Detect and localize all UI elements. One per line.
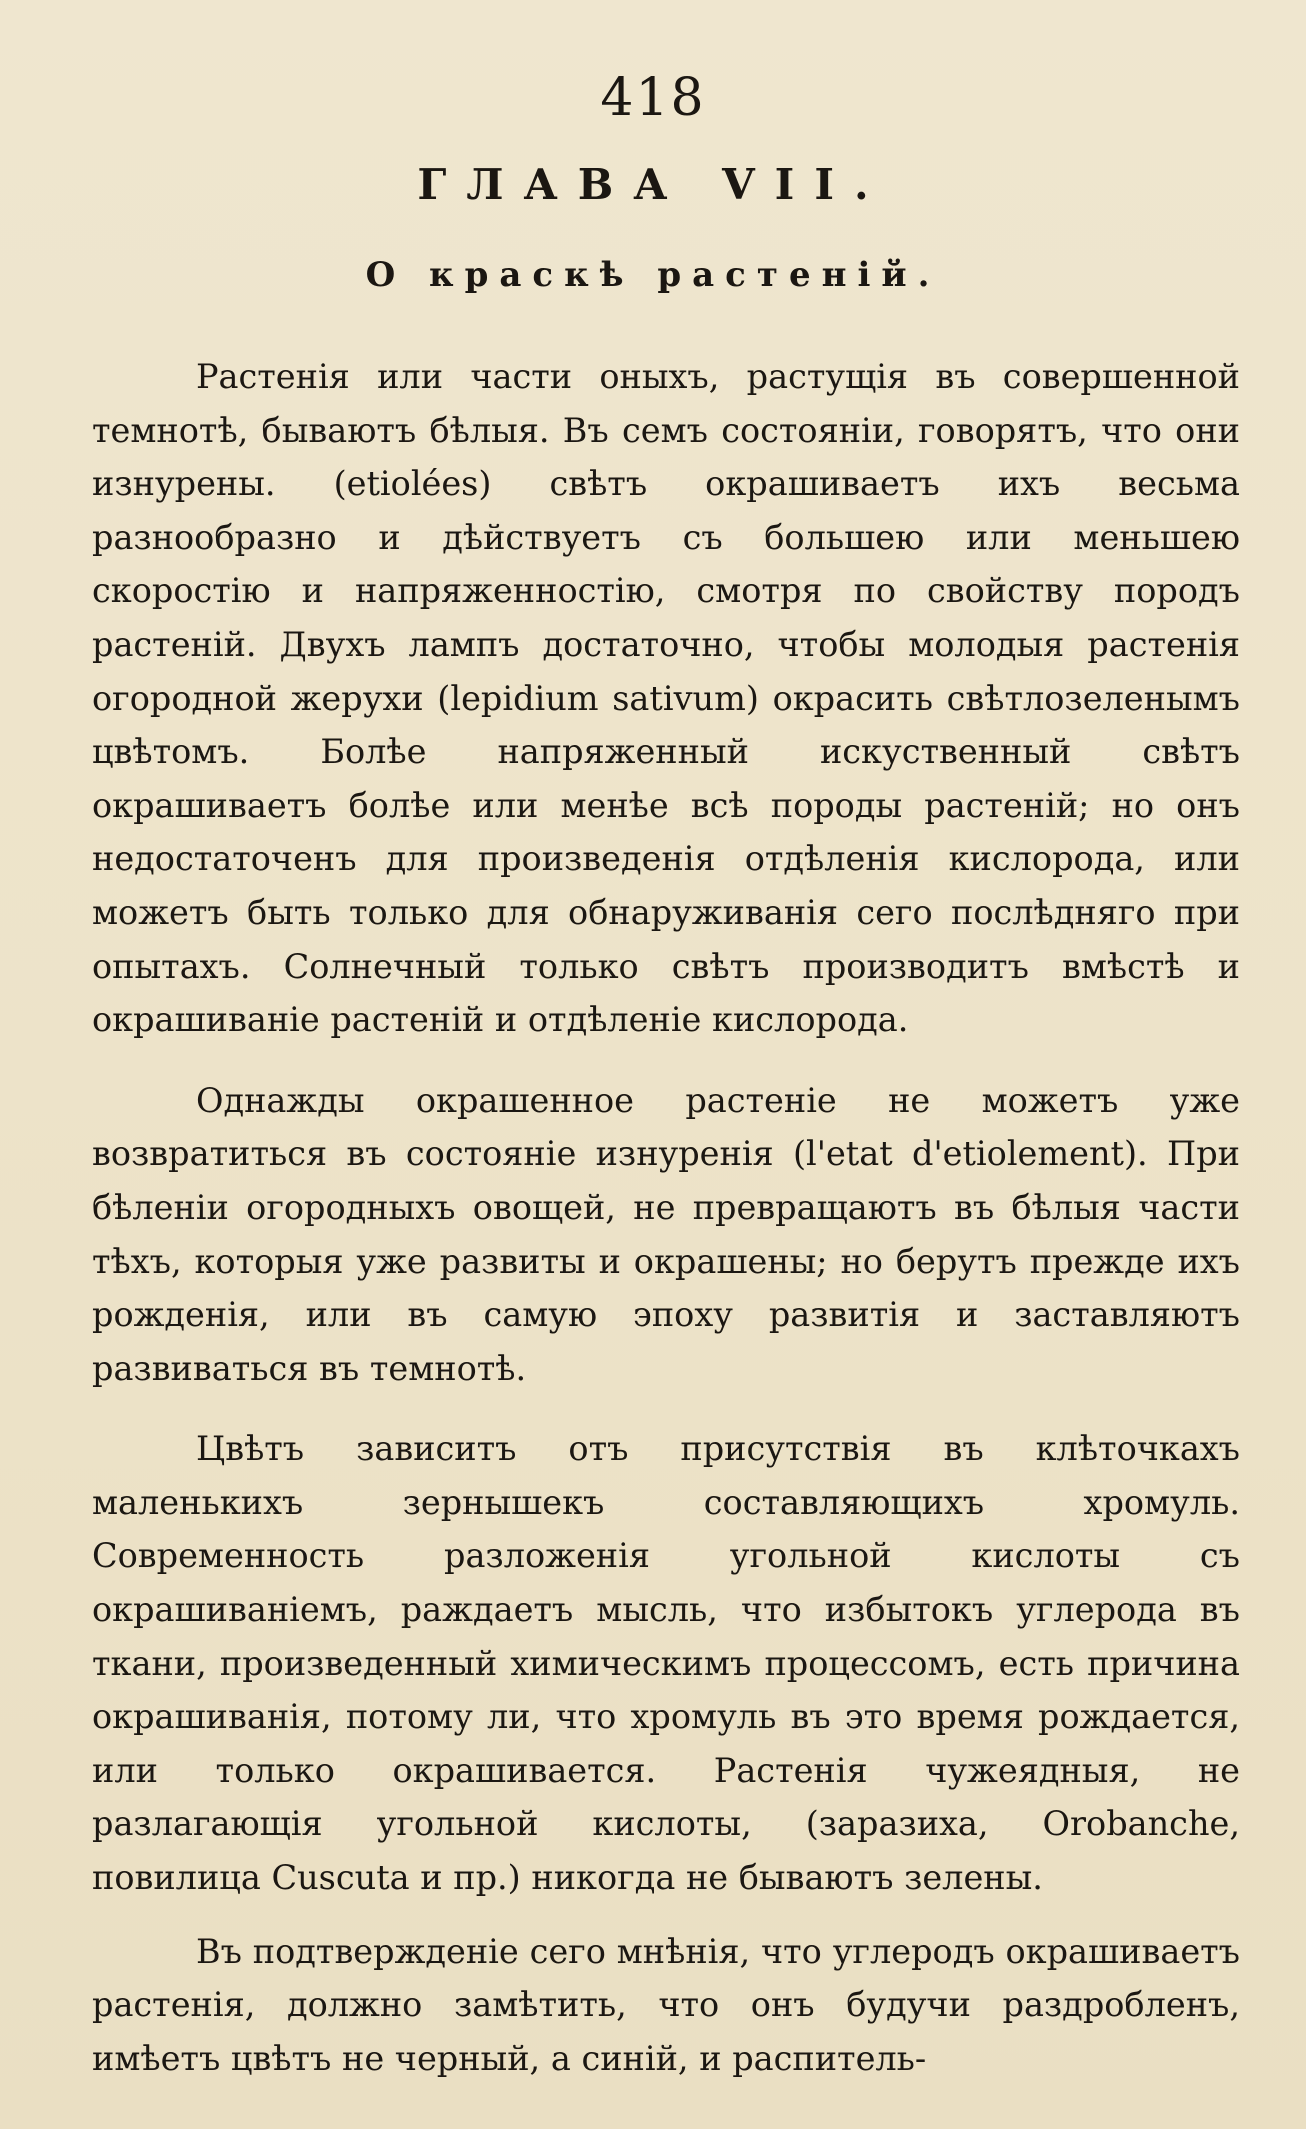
page-number: 418 [600, 68, 706, 128]
section-title: О краскѣ растеній. [365, 255, 941, 295]
paragraph-2: Однажды окрашенное растеніе не можетъ уже возвратиться въ состояніе изнуренія (l'etat d'etiolement). При бѣленіи огородныхъ овощей, не превращаютъ въ бѣлыя части тѣхъ, которыя уже развиты и окрашены; но берутъ прежде ихъ рожденія, или въ самую эпоху развитія и заставляютъ развиваться въ темнотѣ. [92, 1080, 1240, 1388]
chapter-title: ГЛАВА VII. [417, 160, 889, 209]
paragraph-3: Цвѣтъ зависитъ отъ присутствія въ клѣточкахъ маленькихъ зернышекъ составляющихъ хромуль. Современность разложенія угольной кислоты съ окрашиваніемъ, раждаетъ мысль, что избытокъ углерода въ ткани, произведенный химическимъ процессомъ, есть причина окрашиванія, потому ли, что хромуль въ это время рождается, или только окрашивается. Растенія чужеядныя, не разлагающія угольной кислоты, (заразиха, Orobanche, повилица Cuscuta и пр.) никогда не бываютъ зелены. [92, 1429, 1240, 1898]
body-text [92, 350, 1240, 2085]
paragraph-1: Растенія или части оныхъ, растущія въ совершенной темнотѣ, бываютъ бѣлыя. Въ семъ состояніи, говорятъ, что они изнурены. (etiolées) свѣтъ окрашиваетъ ихъ весьма разнообразно и дѣйствуетъ съ большею или меньшею скоростію и напряженностію, смотря по свойству породъ растеній. Двухъ лампъ достаточно, чтобы молодыя растенія огородной жерухи (lepidium sativum) окрасить свѣтлозеленымъ цвѣтомъ. Болѣе напряженный искуственный свѣтъ окрашиваетъ болѣе или менѣе всѣ породы растеній; но онъ недостаточенъ для произведенія отдѣленія кислорода, или можетъ быть только для обнаруживанія сего послѣдняго при опытахъ. Солнечный только свѣтъ производитъ вмѣстѣ и окрашиваніе растеній и отдѣленіе кислорода. [92, 357, 1240, 1040]
paragraph-4: Въ подтвержденіе сего мнѣнія, что углеродъ окрашиваетъ растенія, должно замѣтить, что онъ будучи раздробленъ, имѣетъ цвѣтъ не черный, а синій, и распитель- [92, 1931, 1240, 2078]
